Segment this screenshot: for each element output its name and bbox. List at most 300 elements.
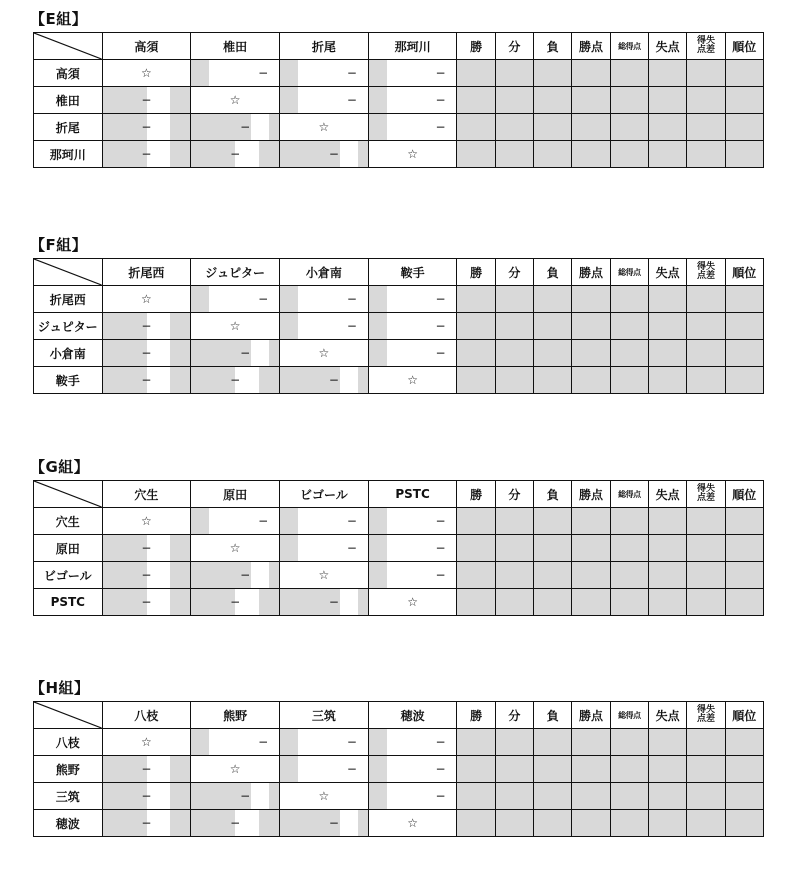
match-score-cell	[191, 60, 280, 87]
diagonal-corner-cell	[34, 259, 103, 286]
score-dash: −	[141, 147, 152, 161]
score-dash: −	[435, 120, 446, 134]
stat-cell-draws	[495, 562, 533, 589]
match-score-cell	[368, 783, 457, 810]
stat-cell-losses	[534, 60, 572, 87]
row-header-team: 熊野	[34, 756, 103, 783]
stat-cell-losses	[534, 562, 572, 589]
self-match-star: ☆	[102, 286, 191, 313]
stat-cell-points	[572, 562, 610, 589]
score-shade-left	[280, 756, 298, 782]
stat-cell-wins	[457, 286, 495, 313]
score-dash: −	[240, 568, 251, 582]
stat-cell-goals-for	[610, 562, 648, 589]
score-shade-right	[170, 367, 190, 393]
table-row	[34, 783, 764, 810]
stat-cell-points	[572, 589, 610, 616]
match-score-cell	[280, 810, 369, 837]
stat-cell-goals-for	[610, 810, 648, 837]
stat-cell-points	[572, 87, 610, 114]
stat-cell-goals-against	[649, 87, 687, 114]
row-header-team: ジュピター	[34, 313, 103, 340]
stat-cell-goals-against	[649, 810, 687, 837]
stat-cell-rank	[725, 756, 763, 783]
match-score-cell	[191, 810, 280, 837]
row-header-team: PSTC	[34, 589, 103, 616]
column-header-goal-diff: 得失 点差	[687, 481, 725, 508]
stat-cell-wins	[457, 141, 495, 168]
score-shade-left	[103, 114, 147, 140]
stat-cell-goals-for	[610, 508, 648, 535]
stat-cell-losses	[534, 367, 572, 394]
score-shade-left	[280, 60, 298, 86]
column-header-team: 三筑	[280, 702, 369, 729]
score-dash: −	[435, 762, 446, 776]
score-dash: −	[240, 120, 251, 134]
score-dash: −	[346, 93, 357, 107]
column-header-losses: 負	[534, 702, 572, 729]
stat-cell-rank	[725, 729, 763, 756]
header-row	[34, 33, 764, 60]
stat-cell-rank	[725, 810, 763, 837]
score-dash: −	[435, 541, 446, 555]
table-row	[34, 286, 764, 313]
column-header-draws: 分	[495, 702, 533, 729]
match-score-cell	[102, 535, 191, 562]
match-score-cell	[102, 313, 191, 340]
score-dash: −	[230, 816, 241, 830]
score-shade-left	[280, 729, 298, 755]
score-dash: −	[141, 373, 152, 387]
group-title: 【F組】	[30, 236, 88, 254]
score-dash: −	[346, 292, 357, 306]
stat-cell-goals-against	[649, 756, 687, 783]
score-shade-left	[369, 729, 387, 755]
score-shade-right	[269, 783, 279, 809]
row-header-team: 折尾西	[34, 286, 103, 313]
score-shade-left	[103, 535, 147, 561]
match-score-cell	[280, 367, 369, 394]
column-header-rank: 順位	[725, 481, 763, 508]
group-title: 【E組】	[30, 10, 88, 28]
stat-cell-goals-against	[649, 60, 687, 87]
stat-cell-rank	[725, 535, 763, 562]
score-dash: −	[346, 319, 357, 333]
stat-cell-goal-diff	[687, 141, 725, 168]
score-shade-left	[191, 729, 209, 755]
stat-cell-goals-against	[649, 367, 687, 394]
match-score-cell	[280, 756, 369, 783]
score-shade-right	[358, 589, 368, 615]
score-shade-left	[369, 562, 387, 588]
match-score-cell	[368, 508, 457, 535]
table-row	[34, 729, 764, 756]
match-score-cell	[102, 340, 191, 367]
score-shade-left	[369, 313, 387, 339]
score-dash: −	[328, 595, 339, 609]
column-header-team: 鞍手	[368, 259, 457, 286]
score-shade-right	[269, 340, 279, 366]
stat-cell-goals-for	[610, 367, 648, 394]
match-score-cell	[191, 562, 280, 589]
stat-cell-goal-diff	[687, 729, 725, 756]
score-dash: −	[141, 762, 152, 776]
column-header-goals-against: 失点	[649, 33, 687, 60]
score-shade-left	[280, 286, 298, 312]
row-header-team: 椎田	[34, 87, 103, 114]
column-header-losses: 負	[534, 33, 572, 60]
group-title: 【G組】	[30, 458, 90, 476]
match-score-cell	[368, 60, 457, 87]
score-dash: −	[141, 346, 152, 360]
score-dash: −	[435, 346, 446, 360]
column-header-goals-against: 失点	[649, 702, 687, 729]
score-dash: −	[435, 568, 446, 582]
score-dash: −	[346, 541, 357, 555]
column-header-points: 勝点	[572, 481, 610, 508]
stat-cell-goals-for	[610, 114, 648, 141]
match-score-cell	[368, 562, 457, 589]
table-row	[34, 340, 764, 367]
match-score-cell	[280, 535, 369, 562]
stat-cell-losses	[534, 87, 572, 114]
header-row	[34, 259, 764, 286]
stat-cell-rank	[725, 313, 763, 340]
stat-cell-goal-diff	[687, 60, 725, 87]
standings-table	[33, 32, 764, 168]
stat-cell-draws	[495, 367, 533, 394]
score-dash: −	[328, 816, 339, 830]
row-header-team: 高須	[34, 60, 103, 87]
score-dash: −	[346, 735, 357, 749]
standings-table	[33, 258, 764, 394]
group-title: 【H組】	[30, 679, 90, 697]
stat-cell-draws	[495, 810, 533, 837]
score-shade-left	[369, 783, 387, 809]
stat-cell-goals-for	[610, 87, 648, 114]
row-header-team: 穂波	[34, 810, 103, 837]
stat-cell-goals-for	[610, 729, 648, 756]
column-header-team: 小倉南	[280, 259, 369, 286]
self-match-star: ☆	[102, 508, 191, 535]
match-score-cell	[102, 562, 191, 589]
match-score-cell	[368, 87, 457, 114]
stat-cell-goals-against	[649, 562, 687, 589]
score-shade-left	[369, 535, 387, 561]
match-score-cell	[368, 114, 457, 141]
column-header-points: 勝点	[572, 33, 610, 60]
stat-cell-goals-for	[610, 60, 648, 87]
score-shade-left	[103, 783, 147, 809]
column-header-team: 折尾西	[102, 259, 191, 286]
score-dash: −	[346, 514, 357, 528]
match-score-cell	[191, 286, 280, 313]
stat-cell-losses	[534, 313, 572, 340]
stat-cell-rank	[725, 562, 763, 589]
stat-cell-points	[572, 340, 610, 367]
match-score-cell	[191, 783, 280, 810]
column-header-team: 原田	[191, 481, 280, 508]
score-dash: −	[328, 373, 339, 387]
match-score-cell	[102, 141, 191, 168]
stat-cell-wins	[457, 729, 495, 756]
stat-cell-goal-diff	[687, 114, 725, 141]
column-header-wins: 勝	[457, 33, 495, 60]
stat-cell-points	[572, 286, 610, 313]
stat-cell-losses	[534, 508, 572, 535]
stat-cell-goal-diff	[687, 87, 725, 114]
self-match-star: ☆	[191, 756, 280, 783]
score-dash: −	[230, 147, 241, 161]
score-shade-right	[170, 87, 190, 113]
score-shade-left	[103, 810, 147, 836]
column-header-team: ジュピター	[191, 259, 280, 286]
standings-table	[33, 701, 764, 837]
table-row	[34, 313, 764, 340]
self-match-star: ☆	[102, 60, 191, 87]
stat-cell-draws	[495, 340, 533, 367]
match-score-cell	[102, 810, 191, 837]
stat-cell-goals-against	[649, 340, 687, 367]
score-shade-left	[191, 589, 235, 615]
stat-cell-draws	[495, 286, 533, 313]
score-shade-right	[170, 810, 190, 836]
stat-cell-goals-for	[610, 783, 648, 810]
stat-cell-wins	[457, 589, 495, 616]
self-match-star: ☆	[191, 87, 280, 114]
stat-cell-goal-diff	[687, 756, 725, 783]
match-score-cell	[191, 729, 280, 756]
score-shade-left	[280, 313, 298, 339]
score-dash: −	[258, 514, 269, 528]
column-header-team: 高須	[102, 33, 191, 60]
match-score-cell	[280, 141, 369, 168]
column-header-losses: 負	[534, 481, 572, 508]
score-dash: −	[141, 816, 152, 830]
column-header-points: 勝点	[572, 702, 610, 729]
match-score-cell	[102, 87, 191, 114]
stat-cell-rank	[725, 286, 763, 313]
column-header-goal-diff: 得失 点差	[687, 702, 725, 729]
stat-cell-points	[572, 810, 610, 837]
column-header-draws: 分	[495, 33, 533, 60]
match-score-cell	[102, 367, 191, 394]
row-header-team: 折尾	[34, 114, 103, 141]
score-dash: −	[435, 66, 446, 80]
score-dash: −	[240, 789, 251, 803]
column-header-team: 椎田	[191, 33, 280, 60]
self-match-star: ☆	[280, 783, 369, 810]
score-dash: −	[435, 514, 446, 528]
stat-cell-goals-for	[610, 340, 648, 367]
score-shade-left	[280, 87, 298, 113]
column-header-goals-for: 総得点	[610, 33, 648, 60]
score-shade-left	[369, 508, 387, 534]
score-shade-left	[191, 60, 209, 86]
stat-cell-goals-against	[649, 286, 687, 313]
score-dash: −	[258, 66, 269, 80]
score-dash: −	[346, 66, 357, 80]
column-header-goals-for: 総得点	[610, 702, 648, 729]
stat-cell-draws	[495, 87, 533, 114]
stat-cell-goals-for	[610, 535, 648, 562]
row-header-team: 那珂川	[34, 141, 103, 168]
column-header-goals-against: 失点	[649, 259, 687, 286]
column-header-wins: 勝	[457, 259, 495, 286]
stat-cell-draws	[495, 756, 533, 783]
match-score-cell	[191, 114, 280, 141]
table-row	[34, 562, 764, 589]
stat-cell-wins	[457, 810, 495, 837]
match-score-cell	[191, 141, 280, 168]
stat-cell-goal-diff	[687, 340, 725, 367]
score-shade-right	[259, 367, 279, 393]
row-header-team: 三筑	[34, 783, 103, 810]
score-shade-right	[259, 810, 279, 836]
score-shade-left	[369, 756, 387, 782]
score-shade-left	[103, 141, 147, 167]
score-dash: −	[230, 595, 241, 609]
score-shade-right	[358, 367, 368, 393]
score-shade-right	[170, 340, 190, 366]
table-row	[34, 114, 764, 141]
score-dash: −	[258, 735, 269, 749]
column-header-goals-for: 総得点	[610, 481, 648, 508]
stat-cell-rank	[725, 87, 763, 114]
score-dash: −	[141, 93, 152, 107]
match-score-cell	[102, 589, 191, 616]
stat-cell-draws	[495, 729, 533, 756]
match-score-cell	[280, 729, 369, 756]
stat-cell-wins	[457, 367, 495, 394]
match-score-cell	[102, 756, 191, 783]
score-shade-left	[191, 286, 209, 312]
stat-cell-points	[572, 141, 610, 168]
column-header-team: 折尾	[280, 33, 369, 60]
score-shade-right	[269, 114, 279, 140]
stat-cell-goal-diff	[687, 367, 725, 394]
stat-cell-draws	[495, 141, 533, 168]
score-dash: −	[328, 147, 339, 161]
stat-cell-points	[572, 60, 610, 87]
stat-cell-rank	[725, 340, 763, 367]
score-shade-left	[103, 313, 147, 339]
score-dash: −	[435, 292, 446, 306]
match-score-cell	[368, 756, 457, 783]
self-match-star: ☆	[280, 340, 369, 367]
match-score-cell	[280, 286, 369, 313]
self-match-star: ☆	[368, 810, 457, 837]
stat-cell-draws	[495, 535, 533, 562]
score-shade-right	[259, 141, 279, 167]
header-row	[34, 702, 764, 729]
stat-cell-wins	[457, 313, 495, 340]
match-score-cell	[191, 589, 280, 616]
match-score-cell	[368, 286, 457, 313]
row-header-team: 小倉南	[34, 340, 103, 367]
stat-cell-points	[572, 508, 610, 535]
self-match-star: ☆	[368, 589, 457, 616]
stat-cell-goals-against	[649, 508, 687, 535]
score-shade-left	[280, 508, 298, 534]
stat-cell-wins	[457, 340, 495, 367]
stat-cell-wins	[457, 562, 495, 589]
stat-cell-rank	[725, 783, 763, 810]
stat-cell-points	[572, 114, 610, 141]
stat-cell-draws	[495, 508, 533, 535]
stat-cell-goals-against	[649, 313, 687, 340]
score-dash: −	[141, 120, 152, 134]
stat-cell-losses	[534, 114, 572, 141]
match-score-cell	[280, 589, 369, 616]
stat-cell-losses	[534, 810, 572, 837]
column-header-goals-for: 総得点	[610, 259, 648, 286]
row-header-team: 八枝	[34, 729, 103, 756]
stat-cell-wins	[457, 114, 495, 141]
stat-cell-goals-for	[610, 756, 648, 783]
column-header-goal-diff: 得失 点差	[687, 33, 725, 60]
stat-cell-goals-for	[610, 141, 648, 168]
self-match-star: ☆	[368, 367, 457, 394]
column-header-wins: 勝	[457, 702, 495, 729]
stat-cell-losses	[534, 589, 572, 616]
stat-cell-goals-for	[610, 286, 648, 313]
stat-cell-losses	[534, 340, 572, 367]
score-shade-left	[191, 367, 235, 393]
score-shade-right	[259, 589, 279, 615]
score-shade-right	[170, 313, 190, 339]
stat-cell-wins	[457, 535, 495, 562]
stat-cell-goals-against	[649, 783, 687, 810]
self-match-star: ☆	[368, 141, 457, 168]
stat-cell-goal-diff	[687, 313, 725, 340]
stat-cell-goals-against	[649, 729, 687, 756]
stat-cell-goals-against	[649, 535, 687, 562]
score-shade-right	[170, 562, 190, 588]
table-row	[34, 589, 764, 616]
stat-cell-draws	[495, 783, 533, 810]
stat-cell-rank	[725, 589, 763, 616]
score-shade-left	[191, 508, 209, 534]
score-shade-left	[369, 114, 387, 140]
stat-cell-goals-against	[649, 141, 687, 168]
stat-cell-draws	[495, 60, 533, 87]
column-header-rank: 順位	[725, 33, 763, 60]
score-shade-right	[358, 141, 368, 167]
row-header-team: 鞍手	[34, 367, 103, 394]
row-header-team: ビゴール	[34, 562, 103, 589]
column-header-team: 穴生	[102, 481, 191, 508]
self-match-star: ☆	[191, 313, 280, 340]
table-row	[34, 756, 764, 783]
score-dash: −	[435, 735, 446, 749]
row-header-team: 穴生	[34, 508, 103, 535]
self-match-star: ☆	[280, 562, 369, 589]
column-header-team: 穂波	[368, 702, 457, 729]
match-score-cell	[191, 340, 280, 367]
score-shade-left	[103, 87, 147, 113]
stat-cell-draws	[495, 114, 533, 141]
column-header-team: ビゴール	[280, 481, 369, 508]
score-shade-left	[103, 562, 147, 588]
table-row	[34, 141, 764, 168]
match-score-cell	[280, 313, 369, 340]
column-header-goals-against: 失点	[649, 481, 687, 508]
match-score-cell	[368, 313, 457, 340]
score-dash: −	[230, 373, 241, 387]
stat-cell-goal-diff	[687, 535, 725, 562]
column-header-rank: 順位	[725, 259, 763, 286]
